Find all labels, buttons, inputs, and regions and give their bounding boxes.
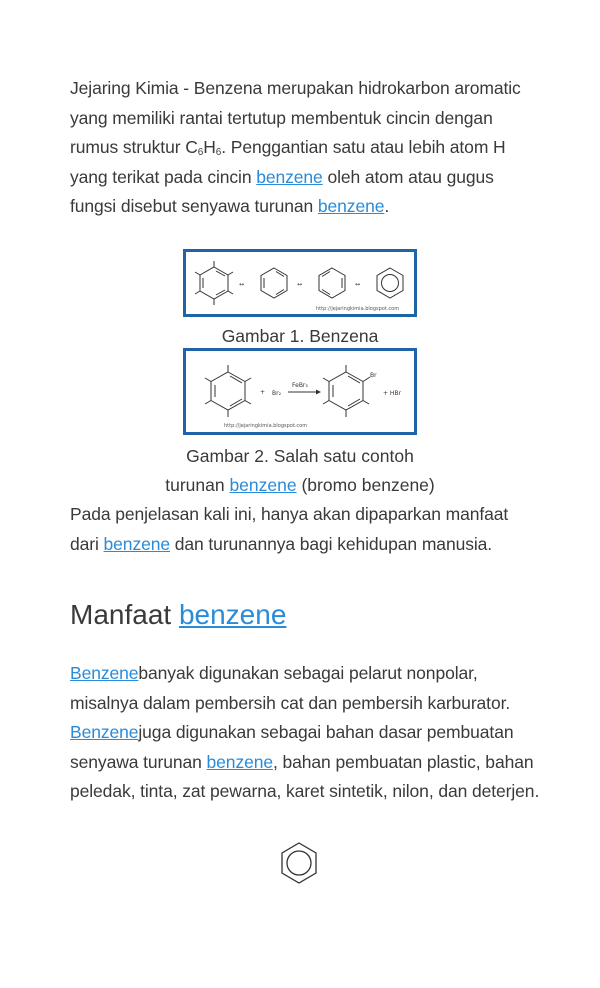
intro-paragraph bbox=[70, 74, 540, 222]
benzene-link[interactable]: benzene bbox=[103, 533, 170, 554]
hbr-product: + HBr bbox=[383, 390, 402, 397]
catalyst-febr3: FeBr₃ bbox=[292, 382, 308, 389]
intro-text-4: . bbox=[384, 196, 390, 217]
intro-text-3: oleh atom atau gugus fungsi disebut senyawa turunan bbox=[70, 166, 494, 217]
caption-text: (bromo benzene) bbox=[296, 475, 435, 495]
para3-text-3: , bahan pembuatan plastic, bahan peledak, tinta, zat pewarna, karet sintetik, nilon, dan deterjen. bbox=[70, 751, 540, 802]
section-heading bbox=[70, 596, 286, 634]
benzene-link[interactable]: benzene bbox=[256, 166, 323, 187]
plus-sign: + bbox=[260, 389, 266, 396]
benzene-link[interactable]: benzene bbox=[229, 475, 297, 495]
bromobenzene-reaction-diagram bbox=[186, 351, 414, 432]
figure1-watermark: http://jejaringkimia.blogspot.com bbox=[316, 306, 400, 312]
benzene-link[interactable]: benzene bbox=[206, 751, 273, 772]
bromine-substituent: Br bbox=[370, 372, 377, 379]
para3-text-1: banyak digunakan sebagai pelarut nonpolar, misalnya dalam pembersih cat dan pembersih karburator. bbox=[70, 663, 511, 713]
benzene-link[interactable]: benzene bbox=[317, 196, 385, 217]
resonance-arrow-1: ↔ bbox=[239, 281, 245, 288]
benzene-heading-link[interactable]: benzene bbox=[178, 599, 287, 630]
formula-subscript-h: 6 bbox=[215, 147, 222, 159]
intro-text-1: Jejaring Kimia - Benzena merupakan hidrokarbon aromatic yang memiliki rantai tertutup membentuk cincin dengan rumus struktur C bbox=[70, 78, 521, 158]
heading-text: Manfaat bbox=[70, 599, 179, 630]
benzene-resonance-figure bbox=[183, 249, 417, 317]
benzene-ring-icon bbox=[276, 840, 322, 886]
figure2-caption-line1: Gambar 2. Salah satu contoh bbox=[186, 446, 414, 466]
figure1-caption: Gambar 1. Benzena bbox=[221, 326, 379, 346]
para2-text-1: Pada penjelasan kali ini, hanya akan dipaparkan manfaat dari bbox=[70, 504, 509, 554]
resonance-arrow-2: ↔ bbox=[297, 281, 303, 288]
resonance-arrow-3: ↔ bbox=[355, 281, 361, 288]
figure2-caption-line2 bbox=[0, 471, 600, 500]
reagent-br2: Br₂ bbox=[272, 390, 281, 397]
uses-paragraph bbox=[70, 659, 540, 807]
formula-subscript-c: 6 bbox=[197, 147, 204, 159]
explanation-paragraph bbox=[70, 500, 540, 559]
figure2-watermark: http://jejaringkimia.blogspot.com bbox=[224, 423, 308, 429]
benzene-link[interactable]: Benzene bbox=[70, 722, 139, 743]
intro-text-2: . Penggantian satu atau lebih atom H yang terikat pada cincin bbox=[70, 137, 506, 187]
para2-text-2: dan turunannya bagi kehidupan manusia. bbox=[170, 533, 493, 554]
caption-text: turunan bbox=[165, 475, 230, 495]
formula-h: H bbox=[203, 137, 216, 158]
benzene-resonance-diagram bbox=[186, 252, 414, 314]
benzene-link[interactable]: Benzene bbox=[70, 663, 139, 683]
para3-text-2: juga digunakan sebagai bahan dasar pembuatan senyawa turunan bbox=[70, 722, 514, 772]
bromobenzene-reaction-figure bbox=[183, 348, 417, 435]
reaction-arrowhead bbox=[316, 390, 321, 395]
